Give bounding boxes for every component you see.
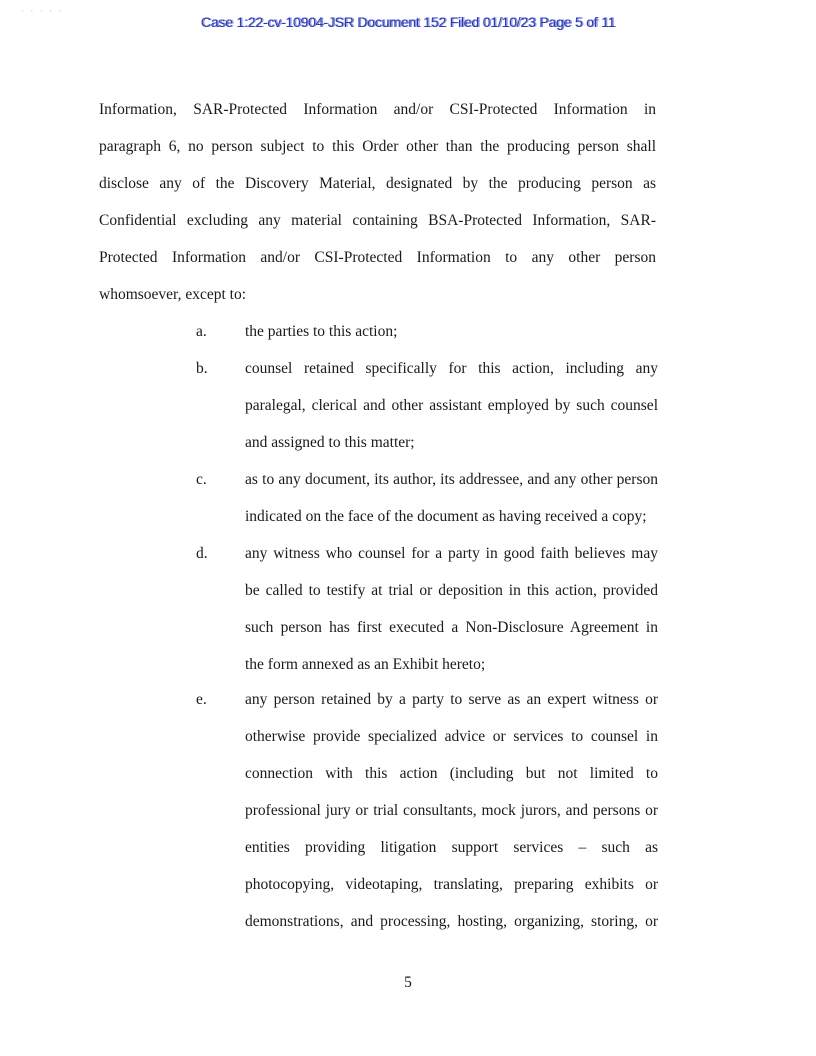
item-line: the form annexed as an Exhibit hereto;	[245, 656, 486, 673]
item-line: any person retained by a party to serve as an expert witness or	[245, 691, 658, 708]
case-stamp-text: Case 1:22-cv-10904-JSR Document 152 Filed 01/10/23 Page 5 of 11	[200, 14, 616, 30]
ecf-case-header	[0, 14, 816, 30]
list-item-text	[245, 681, 658, 940]
item-line: be called to testify at trial or deposition in this action, provided	[245, 582, 658, 599]
item-line: counsel retained specifically for this action, including any	[245, 360, 658, 377]
opening-paragraph	[99, 91, 656, 313]
list-item-text	[245, 461, 658, 535]
scan-artifact-marks: ' ' ' ' '	[22, 10, 64, 17]
list-item-text	[245, 535, 658, 683]
list-marker: e.	[196, 691, 207, 708]
paragraph-line: Confidential excluding any material containing BSA-Protected Information, SAR-	[99, 212, 656, 229]
item-line: demonstrations, and processing, hosting, organizing, storing, or	[245, 913, 658, 930]
list-item-text	[245, 350, 658, 461]
list-marker: d.	[196, 545, 208, 562]
item-line: such person has first executed a Non-Disclosure Agreement in	[245, 619, 658, 636]
item-line: and assigned to this matter;	[245, 434, 415, 451]
item-line: photocopying, videotaping, translating, preparing exhibits or	[245, 876, 658, 893]
list-marker: c.	[196, 471, 207, 488]
item-line: entities providing litigation support services – such as	[245, 839, 658, 856]
item-line: professional jury or trial consultants, mock jurors, and persons or	[245, 802, 658, 819]
item-line: otherwise provide specialized advice or services to counsel in	[245, 728, 658, 745]
item-line: connection with this action (including but not limited to	[245, 765, 658, 782]
list-marker: a.	[196, 323, 207, 340]
item-line: the parties to this action;	[245, 323, 398, 340]
item-line: as to any document, its author, its addressee, and any other person	[245, 471, 658, 488]
paragraph-line: paragraph 6, no person subject to this Order other than the producing person shall	[99, 138, 656, 155]
paragraph-line: Protected Information and/or CSI-Protected Information to any other person	[99, 249, 656, 266]
item-line: paralegal, clerical and other assistant employed by such counsel	[245, 397, 658, 414]
page-number: 5	[404, 974, 412, 991]
list-item-text	[245, 313, 658, 350]
paragraph-line: Information, SAR-Protected Information and/or CSI-Protected Information in	[99, 101, 656, 118]
paragraph-line: whomsoever, except to:	[99, 286, 247, 303]
paragraph-line: disclose any of the Discovery Material, designated by the producing person as	[99, 175, 656, 192]
list-marker: b.	[196, 360, 208, 377]
item-line: any witness who counsel for a party in good faith believes may	[245, 545, 658, 562]
item-line: indicated on the face of the document as having received a copy;	[245, 508, 647, 525]
